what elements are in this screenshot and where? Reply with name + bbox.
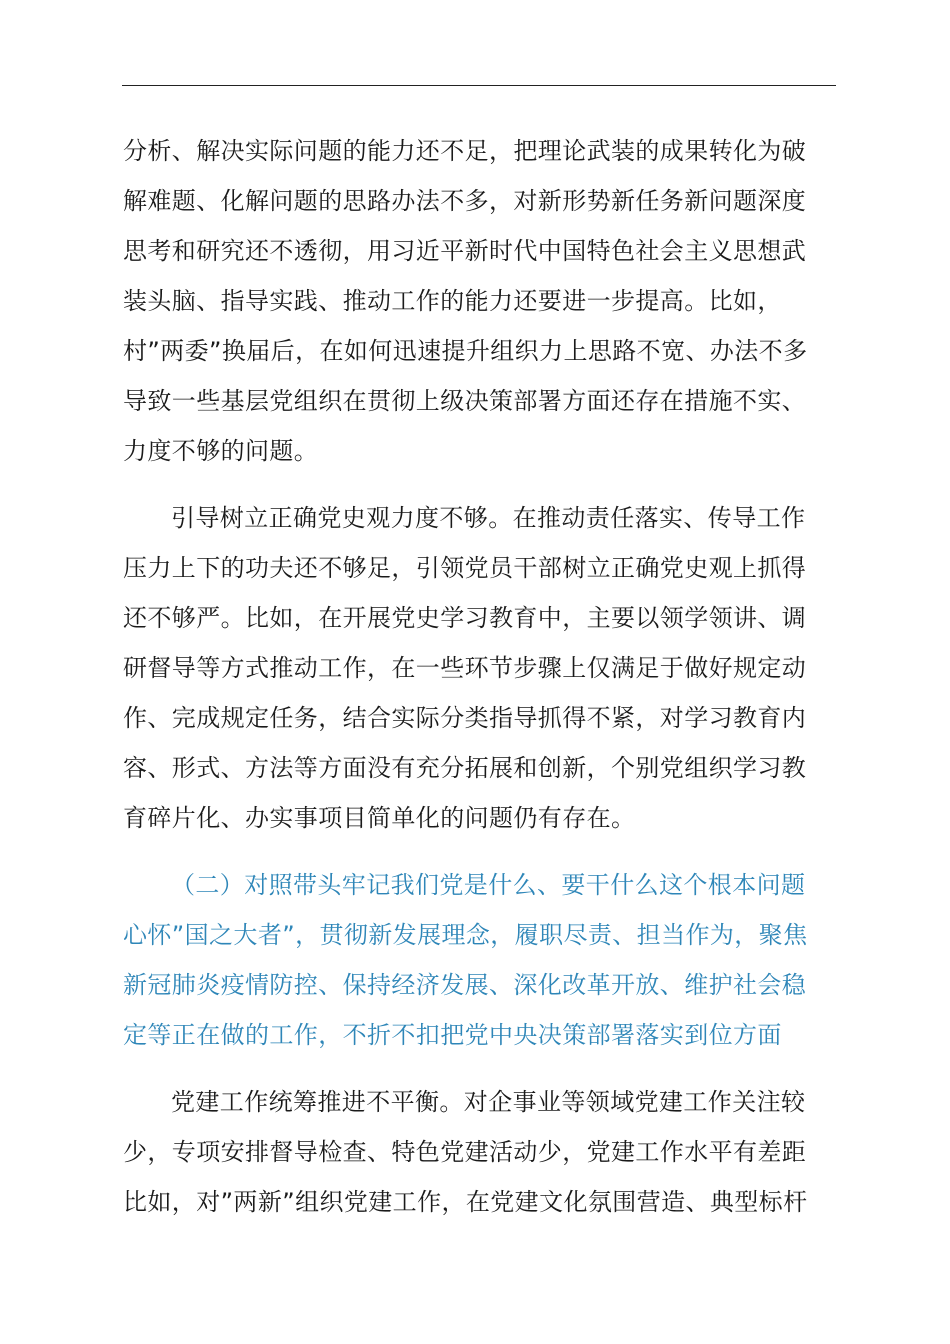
text-line: 育碎片化、办实事项目简单化的问题仍有存在。	[123, 804, 636, 832]
heading-line: 新冠肺炎疫情防控、保持经济发展、深化改革开放、维护社会稳	[123, 971, 807, 999]
text-line: 思考和研究还不透彻，用习近平新时代中国特色社会主义思想武	[123, 237, 807, 265]
text-line: 容、形式、方法等方面没有充分拓展和创新，个别党组织学习教	[123, 754, 807, 782]
text-line: 少，专项安排督导检查、特色党建活动少，党建工作水平有差距	[123, 1138, 807, 1166]
paragraph-party-history	[123, 493, 839, 843]
text-line: 解难题、化解问题的思路办法不多，对新形势新任务新问题深度	[123, 187, 807, 215]
paragraph-party-building	[123, 1077, 839, 1227]
paragraph-spacer	[123, 476, 839, 493]
text-line: 党建工作统筹推进不平衡。对企事业等领域党建工作关注较	[171, 1088, 806, 1116]
text-line: 作、完成规定任务，结合实际分类指导抓得不紧，对学习教育内	[123, 704, 807, 732]
text-line: 导致一些基层党组织在贯彻上级决策部署方面还存在措施不实、	[123, 387, 807, 415]
paragraph-spacer	[123, 1060, 839, 1077]
text-line: 还不够严。比如，在开展党史学习教育中，主要以领学领讲、调	[123, 604, 807, 632]
text-line: 分析、解决实际问题的能力还不足，把理论武装的成果转化为破	[123, 137, 807, 165]
text-line: 研督导等方式推动工作，在一些环节步骤上仅满足于做好规定动	[123, 654, 807, 682]
heading-line: 定等正在做的工作，不折不扣把党中央决策部署落实到位方面	[123, 1021, 782, 1049]
paragraph-spacer	[123, 843, 839, 860]
text-line: 压力上下的功夫还不够足，引领党员干部树立正确党史观上抓得	[123, 554, 807, 582]
text-line: 村”两委”换届后，在如何迅速提升组织力上思路不宽、办法不多	[123, 337, 808, 365]
text-line: 引导树立正确党史观力度不够。在推动责任落实、传导工作	[171, 504, 806, 532]
header-rule	[122, 85, 836, 86]
heading-line: 心怀”国之大者”，贯彻新发展理念，履职尽责、担当作为，聚焦	[123, 921, 808, 949]
paragraph-theory-application	[123, 126, 839, 476]
section-heading-2	[123, 860, 839, 1060]
document-body	[123, 126, 839, 1227]
heading-line: （二）对照带头牢记我们党是什么、要干什么这个根本问题	[171, 871, 806, 899]
text-line: 装头脑、指导实践、推动工作的能力还要进一步提高。比如，	[123, 287, 782, 315]
text-line: 比如，对”两新”组织党建工作，在党建文化氛围营造、典型标杆	[123, 1188, 808, 1216]
text-line: 力度不够的问题。	[123, 437, 319, 465]
